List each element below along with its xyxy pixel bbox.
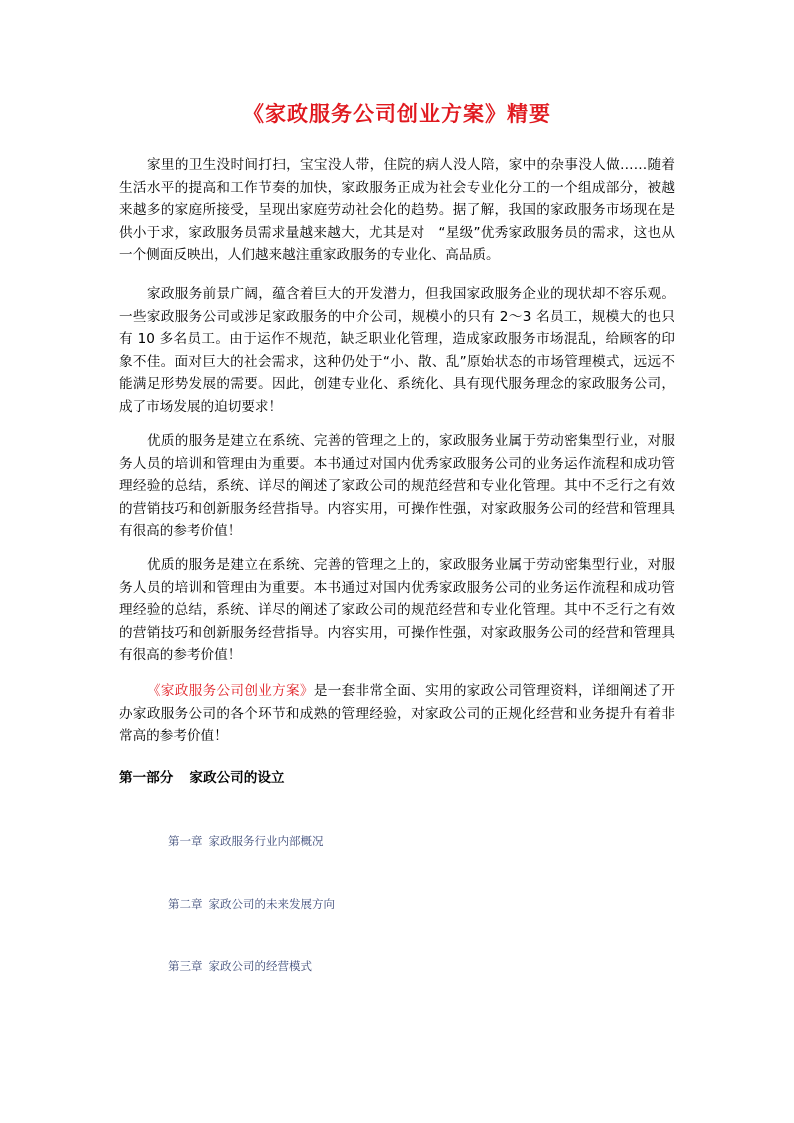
service-quality-paragraph: 优质的服务是建立在系统、完善的管理之上的，家政服务业属于劳动密集型行业，对服务人员的培训和管理由为重要。本书通过对国内优秀家政服务公司的业务运作流程和成功管理经验的总结，系统、详尽的阐述了家政公司的规范经营和专业化管理。其中不乏行之有效的营销技巧和创新服务经营指导。内容实用，可操作性强，对家政服务公司的经营和管理具有很高的参考价值！ xyxy=(119,433,675,539)
intro-paragraph: 家里的卫生没时间打扫，宝宝没人带，住院的病人没人陪，家中的杂事没人做……随着生活水平的提高和工作节奏的加快，家政服务正成为社会专业化分工的一个组成部分，被越来越多的家庭所接受，呈现出家庭劳动社会化的趋势。据了解，我国的家政服务市场现在是供小于求，家政服务员需求量越来越大，尤其是对 “星级”优秀家政服务员的需求，这也从一个侧面反映出，人们越来越注重家政服务的专业化、高品质。 xyxy=(119,157,675,263)
chapter-link-2[interactable] xyxy=(168,896,335,912)
chapter-name: 家政公司的经营模式 xyxy=(208,959,312,973)
document-title: 《家政服务公司创业方案》精要 xyxy=(243,101,551,126)
service-quality-paragraph-repeat: 优质的服务是建立在系统、完善的管理之上的，家政服务业属于劳动密集型行业，对服务人员的培训和管理由为重要。本书通过对国内优秀家政服务公司的业务运作流程和成功管理经验的总结，系统、详尽的阐述了家政公司的规范经营和专业化管理。其中不乏行之有效的营销技巧和创新服务经营指导。内容实用，可操作性强，对家政服务公司的经营和管理具有很高的参考价值！ xyxy=(119,557,675,663)
chapter-number: 第二章 xyxy=(168,897,203,911)
chapter-link-3[interactable] xyxy=(168,958,312,974)
chapter-number: 第一章 xyxy=(168,834,203,848)
summary-text: 是一套非常全面、实用的家政公司管理资料，详细阐述了开办家政服务公司的各个环节和成熟的管理经验，对家政公司的正规化经营和业务提升有着非常高的参考价值！ xyxy=(119,683,676,744)
part-heading xyxy=(119,766,285,786)
book-title-link[interactable]: 《家政服务公司创业方案》 xyxy=(147,683,314,699)
chapter-number: 第三章 xyxy=(168,959,203,973)
prospects-paragraph: 家政服务前景广阔，蕴含着巨大的开发潜力，但我国家政服务企业的现状却不容乐观。一些家政服务公司或涉足家政服务的中介公司，规模小的只有 2～3 名员工，规模大的也只有 10 多名员工。由于运作不规范，缺乏职业化管理，造成家政服务市场混乱，给顾客的印象不佳。面对巨大的社会需求，这种仍处于“小、散、乱”原始状态的市场管理模式，远远不能满足形势发展的需要。因此，创建专业化、系统化、具有现代服务理念的家政服务公司，成了市场发展的迫切要求！ xyxy=(119,286,675,415)
part-name: 家政公司的设立 xyxy=(189,770,285,786)
chapter-name: 家政服务行业内部概况 xyxy=(208,834,324,848)
part-number: 第一部分 xyxy=(119,770,174,786)
chapter-link-1[interactable] xyxy=(168,833,324,849)
chapter-name: 家政公司的未来发展方向 xyxy=(208,897,335,911)
summary-paragraph xyxy=(119,680,675,748)
